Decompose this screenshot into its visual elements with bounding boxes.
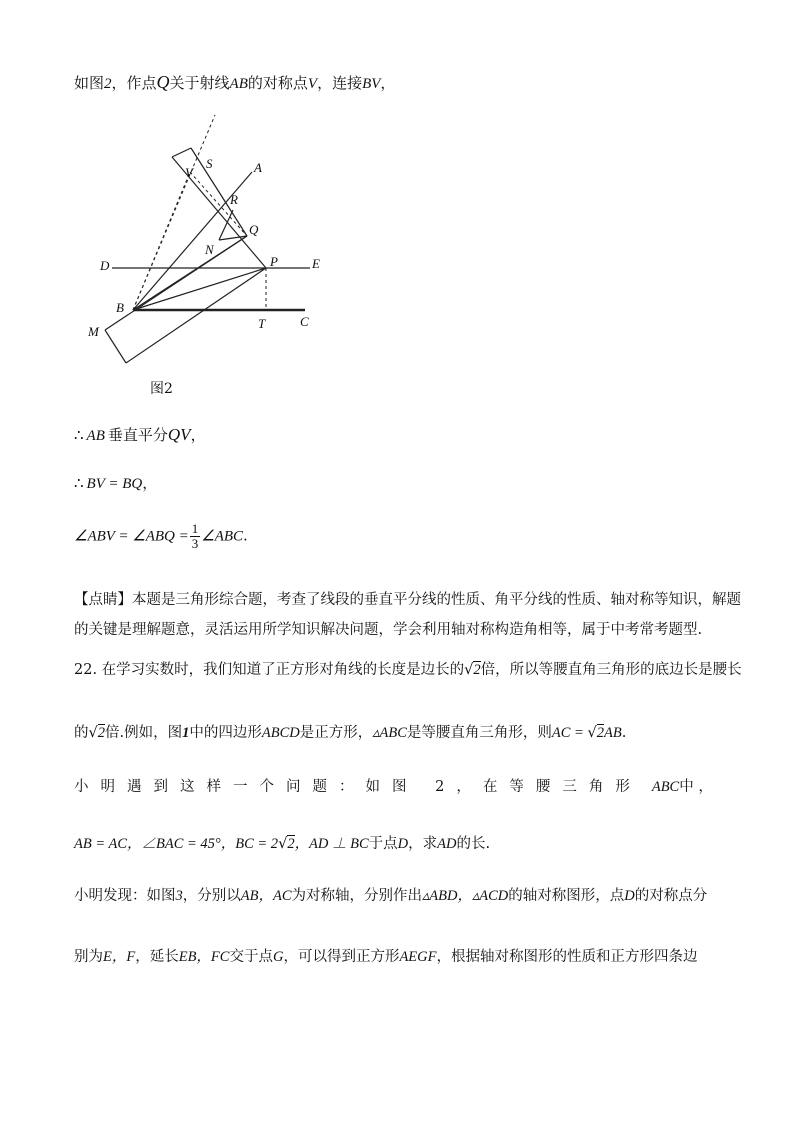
math-equation: ∠ABV = ∠ABQ = [74,528,189,545]
math-angle-ABC: ∠ABC [201,528,244,545]
math-D: D [624,888,635,904]
step-text: . [243,526,248,545]
figure-ref: 3 [175,888,183,904]
sqrt-radicand: 2 [287,836,295,852]
label-D: D [100,258,110,273]
math-triangles: ▵ABD，▵ACD [422,888,509,904]
math-AB: AB [603,725,622,741]
math-equation: BV = BQ [86,476,143,492]
label-R: R [230,192,238,207]
intro-text: ， [380,74,396,92]
q22-text: ，分别以 [182,888,241,904]
label-S: S [206,156,213,171]
q22-text: 倍，所以等腰直角三角形的底边长是腰长 [480,662,742,678]
q22-text: 倍.例如，图 [105,725,183,741]
intro-line [74,72,395,93]
q22-text: 中 ， [679,779,713,795]
sqrt-icon: √ [88,725,98,741]
math-AB: AB [229,76,248,92]
label-N: N [205,242,214,257]
q22-line-6 [74,945,698,966]
math-AEGF: AEGF [399,949,437,965]
q22-text: 22. 在学习实数时，我们知道了正方形对角线的长度是边长的 [74,662,465,678]
q22-text: ，可以得到正方形 [283,949,400,965]
math-E-F: E，F [103,949,136,965]
comment-line-2: 的关键是理解题意，灵活运用所学知识解决问题，学会利用轴对称构造角相等，属于中考常考题型. [74,622,703,638]
sqrt-icon: √ [278,836,288,852]
q22-text: 的长. [456,836,491,852]
math-perpendicular: ，AD ⊥ BC [294,836,369,852]
step-2 [74,472,157,493]
strip-edge-lower [126,268,266,363]
math-QV: QV [167,425,191,444]
label-B: B [116,300,124,315]
q22-text: 于点 [368,836,398,852]
math-BV: BV [362,76,381,92]
therefore-symbol: ∴ [74,474,84,492]
math-ABCD: ABCD [261,725,300,741]
step-text: 垂直平分 [107,426,168,444]
q22-text: 别为 [74,949,103,965]
step-text: ， [142,474,158,492]
figure-ref: 2 [104,76,112,92]
label-E: E [312,256,320,271]
q22-text: 是正方形， [299,725,373,741]
q22-text: 的对称点分 [634,888,708,904]
math-G: G [272,949,284,965]
math-Q: Q [156,72,170,92]
strip-top-end [172,148,191,157]
fraction-denominator: 3 [191,536,199,551]
figure-ref: 1 [182,725,190,741]
step-3 [74,522,248,551]
q22-line-2 [74,721,626,742]
q22-text: 交于点 [229,949,273,965]
sqrt-radicand: 2 [97,725,105,741]
math-D: D [397,836,409,852]
q22-text: 为对称轴，分别作出 [291,888,422,904]
sqrt-icon: √ [464,662,474,678]
label-Q: Q [249,222,259,237]
geometry-figure [80,110,340,410]
q22-text: 的轴对称图形，点 [508,888,625,904]
sqrt-radicand: 2 [596,725,604,741]
dashed-BV [133,172,190,310]
q22-line-5 [74,884,707,905]
sqrt-icon: √ [587,725,597,741]
q22-text: 中的四边形 [189,725,262,741]
math-conditions: AB = AC，∠BAC = 45°，BC = 2 [74,836,279,852]
intro-text: 关于射线 [169,74,230,92]
intro-text: 的对称点 [247,74,308,92]
q22-text: 的 [74,725,89,741]
math-AD: AD [437,836,457,852]
math-equation: AC = [551,725,588,741]
q22-text: 小明遇到这样一个问题：如图 2，在等腰三角形 [74,779,642,795]
label-P: P [270,254,278,269]
math-AB-AC: AB，AC [240,888,292,904]
q22-line-4 [74,832,490,853]
step-1 [74,424,206,445]
label-V: V [185,165,193,180]
math-triangle-ABC: ▵ABC [372,725,407,741]
intro-text: ，连接 [317,74,363,92]
q22-text: ，求 [408,836,438,852]
fraction-numerator: 1 [191,521,199,536]
math-ABC: ABC [651,779,680,795]
q22-text: ，延长 [135,949,179,965]
intro-text: 如图 [74,74,105,92]
strip-top-edge [191,148,247,236]
intro-text: ，作点 [111,74,157,92]
q22-line-1 [74,658,742,679]
sqrt-radicand: 2 [473,662,481,678]
q22-text: . [621,725,627,741]
therefore-symbol: ∴ [74,426,84,444]
step-text: ， [190,426,206,444]
strip-edge-left [105,330,126,363]
segment-BP [133,268,266,310]
label-T: T [258,316,266,331]
strip-edge-left2 [105,236,247,330]
fraction-one-third [190,522,201,551]
q22-text: 小明发现：如图 [74,888,176,904]
math-EB-FC: EB，FC [178,949,230,965]
math-V: V [307,76,318,92]
label-A: A [254,160,262,175]
q22-text: 是等腰直角三角形，则 [406,725,552,741]
q22-line-3 [74,775,713,796]
math-AB: AB [86,428,105,444]
label-C: C [300,314,309,329]
q22-text: ，根据轴对称图形的性质和正方形四条边 [436,949,698,965]
dashed-VQ [190,172,247,236]
figure-caption: 图2 [150,381,173,397]
label-M: M [88,324,99,339]
comment-line-1: 【点睛】本题是三角形综合题，考查了线段的垂直平分线的性质、角平分线的性质、轴对称等知识，解题 [74,592,741,608]
